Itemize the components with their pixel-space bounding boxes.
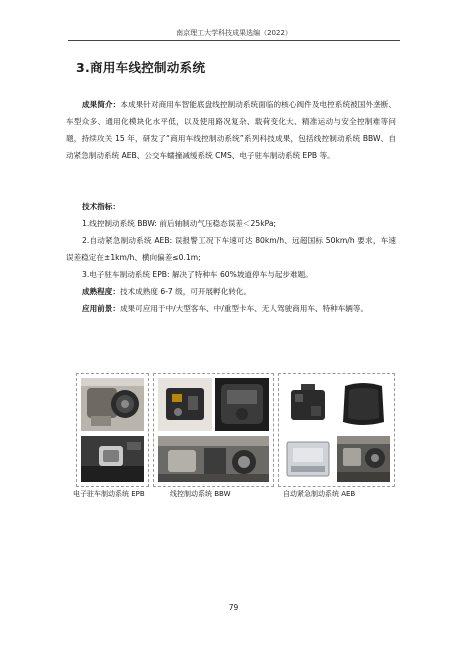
aeb-controller-photo — [283, 436, 333, 482]
application-text: 成果可应用于中/大型客车、中/重型卡车、无人驾驶商用车、特种车辆等。 — [119, 304, 369, 313]
bbw-installation-photo — [158, 436, 269, 482]
maturity-text: 技术成熟度 6-7 级，可开展孵化转化。 — [119, 287, 252, 296]
application-label: 应用前景： — [82, 304, 120, 313]
page-number: 79 — [228, 603, 239, 612]
application-paragraph — [66, 300, 396, 317]
bbw-photo-group — [153, 373, 274, 487]
epb-valve-photo — [81, 378, 144, 431]
specs-heading — [66, 198, 396, 215]
header-rule — [68, 40, 400, 41]
epb-switch-photo — [81, 436, 144, 482]
intro-text: 本成果针对商用车智能底盘线控制动系统面临的核心阀件及电控系统被国外垄断、车型众多、通用化模块化水平低，以及使用路况复杂、载荷变化大、精准运动与安全控制难等问题，持续攻关 15 年，研发了“商用车线控制动系统”系列科技成果，包括线控制动系统 BBW、自动紧急制动系统 AEB、公交车蠕撞减缓系统 CMS、电子驻车制动系统 EPB 等。 — [66, 100, 397, 160]
specs-label: 技术指标： — [82, 202, 120, 211]
intro-paragraph — [66, 96, 396, 164]
aeb-photo-group — [278, 373, 395, 487]
bbw-unit-photo — [215, 378, 269, 431]
page-header: 南京理工大学科技成果选编（2022） — [176, 29, 292, 37]
section-title: 3.商用车线控制动系统 — [76, 60, 206, 75]
spec-item-1: 1.线控制动系统 BBW: 前后轴制动气压稳态误差＜25kPa; — [82, 219, 277, 228]
bbw-caption: 线控制动系统 BBW — [170, 490, 231, 498]
aeb-caption: 自动紧急制动系统 AEB — [283, 490, 356, 498]
spec-item-2: 2.自动紧急制动系统 AEB: 误报警工况下车速可达 80km/h、远超国标 50km/h 要求，车速误差稳定在±1km/h、横向偏差≤0.1m; — [66, 236, 396, 262]
aeb-installation-photo — [337, 436, 390, 482]
aeb-radar-photo — [337, 378, 390, 431]
bbw-module-photo — [158, 378, 212, 431]
intro-label: 成果简介： — [82, 100, 121, 109]
maturity-label: 成熟程度： — [82, 287, 120, 296]
epb-photo-group — [76, 373, 149, 487]
spec-item-3: 3.电子驻车制动系统 EPB: 解决了特种车 60%坡道停车与起步难题。 — [82, 270, 313, 279]
epb-caption: 电子驻车制动系统 EPB — [73, 490, 145, 498]
aeb-camera-photo — [283, 378, 333, 431]
maturity-paragraph — [66, 283, 396, 300]
